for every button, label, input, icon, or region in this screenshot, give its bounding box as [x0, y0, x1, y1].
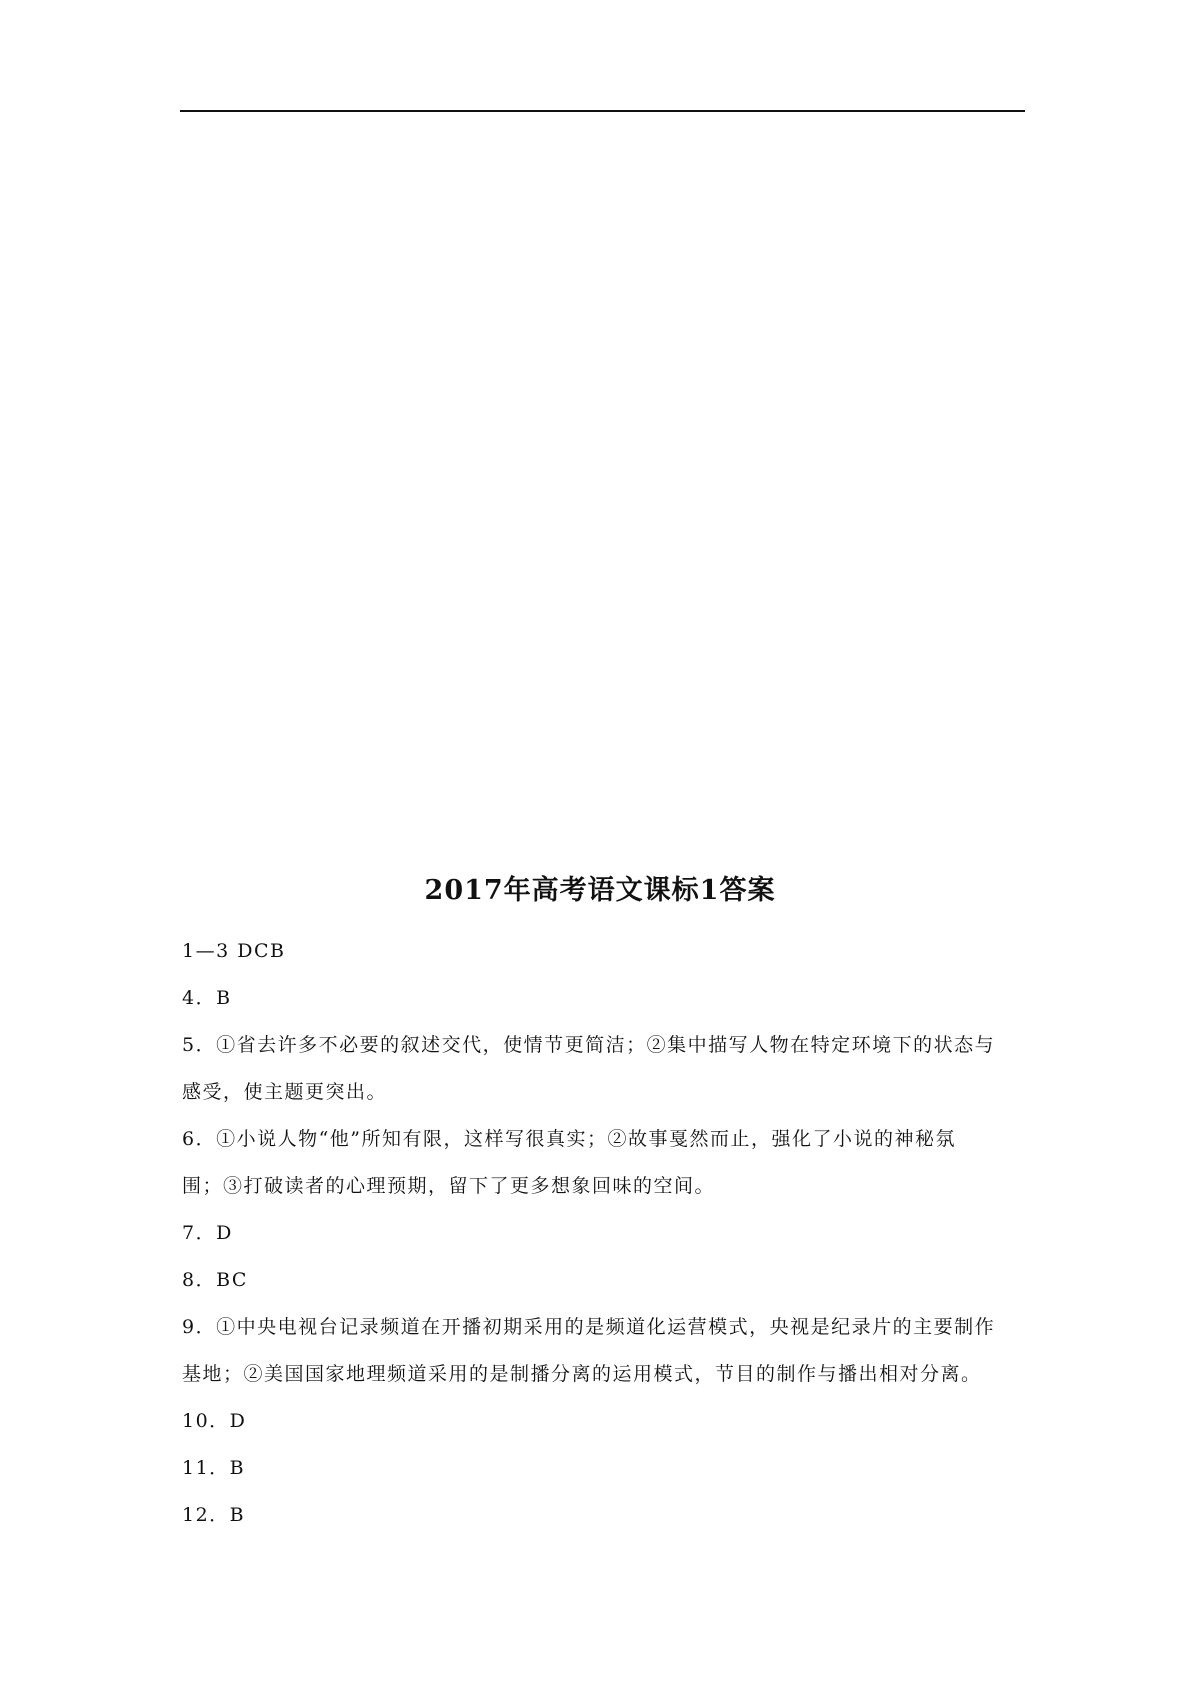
answer-line: 7．D	[182, 1222, 233, 1244]
answer-line: 4．B	[182, 987, 232, 1009]
answer-line: 9．①中央电视台记录频道在开播初期采用的是频道化运营模式，央视是纪录片的主要制作	[182, 1316, 996, 1338]
answer-line: 12．B	[182, 1504, 246, 1526]
header-rule	[180, 110, 1025, 112]
answer-line: 围；③打破读者的心理预期，留下了更多想象回味的空间。	[182, 1175, 716, 1197]
answer-line: 6．①小说人物“他”所知有限，这样写很真实；②故事戛然而止，强化了小说的神秘氛	[182, 1128, 957, 1150]
answer-list	[182, 928, 1022, 1539]
answer-line: 1—3 DCB	[182, 940, 286, 962]
answer-line: 10．D	[182, 1410, 247, 1432]
answer-line: 感受，使主题更突出。	[182, 1081, 388, 1103]
answer-line: 8．BC	[182, 1269, 248, 1291]
page-title: 2017年高考语文课标1答案	[424, 875, 776, 906]
answer-line: 基地；②美国国家地理频道采用的是制播分离的运用模式，节目的制作与播出相对分离。	[182, 1363, 982, 1385]
answer-line: 11．B	[182, 1457, 246, 1479]
answer-line: 5．①省去许多不必要的叙述交代，使情节更简洁；②集中描写人物在特定环境下的状态与	[182, 1034, 996, 1056]
